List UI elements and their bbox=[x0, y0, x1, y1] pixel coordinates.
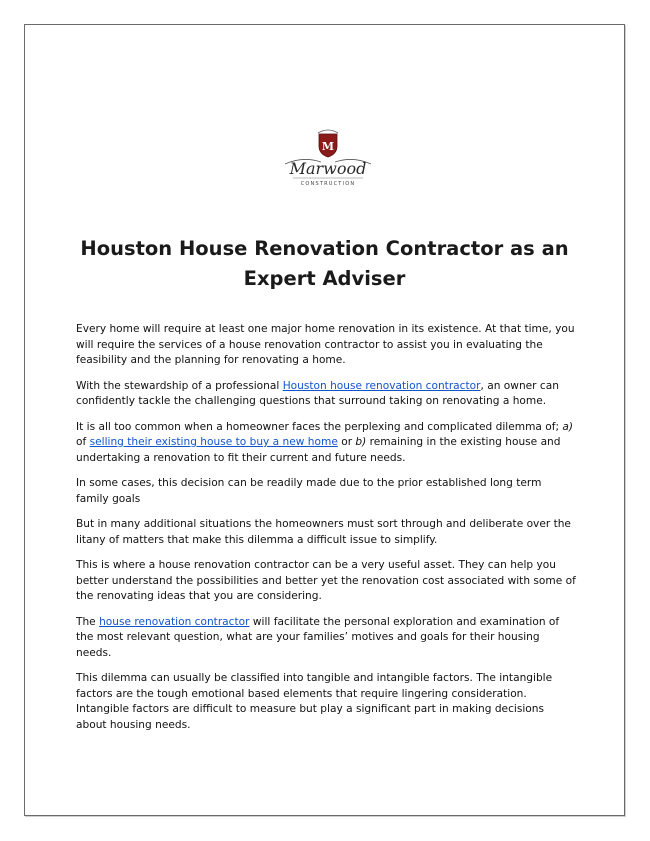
article-body bbox=[76, 322, 576, 743]
paragraph-3-or: or bbox=[337, 436, 356, 448]
title-line-2: Expert Adviser bbox=[243, 267, 406, 290]
svg-text:M: M bbox=[321, 140, 335, 153]
document-title bbox=[24, 234, 625, 294]
svg-text:CONSTRUCTION: CONSTRUCTION bbox=[300, 181, 356, 187]
svg-text:Marwood: Marwood bbox=[289, 159, 367, 178]
paragraph-2-text-end: , an owner can confidently tackle the challenging questions that surround taking on renovating a home. bbox=[76, 379, 559, 407]
title-line-1: Houston House Renovation Contractor as an bbox=[80, 237, 569, 260]
option-a-marker: a) bbox=[562, 420, 574, 433]
paragraph-3 bbox=[76, 420, 576, 467]
paragraph-1: Every home will require at least one major home renovation in its existence. At that time, you will require the services of a house renovation contractor to assist you in evaluating the feasibility and the planning for renovating a home. bbox=[76, 323, 575, 366]
paragraph-4: In some cases, this decision can be readily made due to the prior established long term family goals bbox=[76, 477, 542, 505]
paragraph-5: But in many additional situations the homeowners must sort through and deliberate over the litany of matters that make this dilemma a difficult issue to simplify. bbox=[76, 518, 571, 546]
paragraph-3-of: of bbox=[76, 436, 90, 448]
houston-contractor-link[interactable]: Houston house renovation contractor bbox=[282, 379, 481, 392]
paragraph-8: This dilemma can usually be classified into tangible and intangible factors. The intangible factors are the tough emotional based elements that require lingering consideration. Intangible factors are difficult to measure but play a significant part in making decisions about housing needs. bbox=[76, 672, 553, 731]
paragraph-6: This is where a house renovation contractor can be a very useful asset. They can help you better understand the possibilities and better yet the renovation cost associated with some of the renovating ideas that you are considering. bbox=[76, 559, 576, 602]
paragraph-2 bbox=[76, 379, 576, 410]
option-b-marker: b) bbox=[355, 436, 367, 448]
paragraph-3-text-start: It is all too common when a homeowner faces the perplexing and complicated dilemma of; bbox=[76, 420, 563, 433]
renovation-contractor-link[interactable]: house renovation contractor bbox=[99, 615, 250, 628]
paragraph-2-text-start: With the stewardship of a professional bbox=[76, 379, 283, 392]
sell-house-link[interactable]: selling their existing house to buy a new home bbox=[89, 436, 338, 448]
paragraph-3-text-end: remaining in the existing house and undertaking a renovation to fit their current and future needs. bbox=[76, 436, 561, 464]
company-logo bbox=[273, 124, 383, 194]
paragraph-7-text-end: will facilitate the personal exploration and examination of the most relevant question, what are your families’ motives and goals for their housing needs. bbox=[76, 615, 560, 659]
paragraph-7 bbox=[76, 615, 576, 662]
paragraph-7-text-start: The bbox=[76, 615, 100, 628]
marwood-construction-crest-icon bbox=[273, 124, 383, 194]
